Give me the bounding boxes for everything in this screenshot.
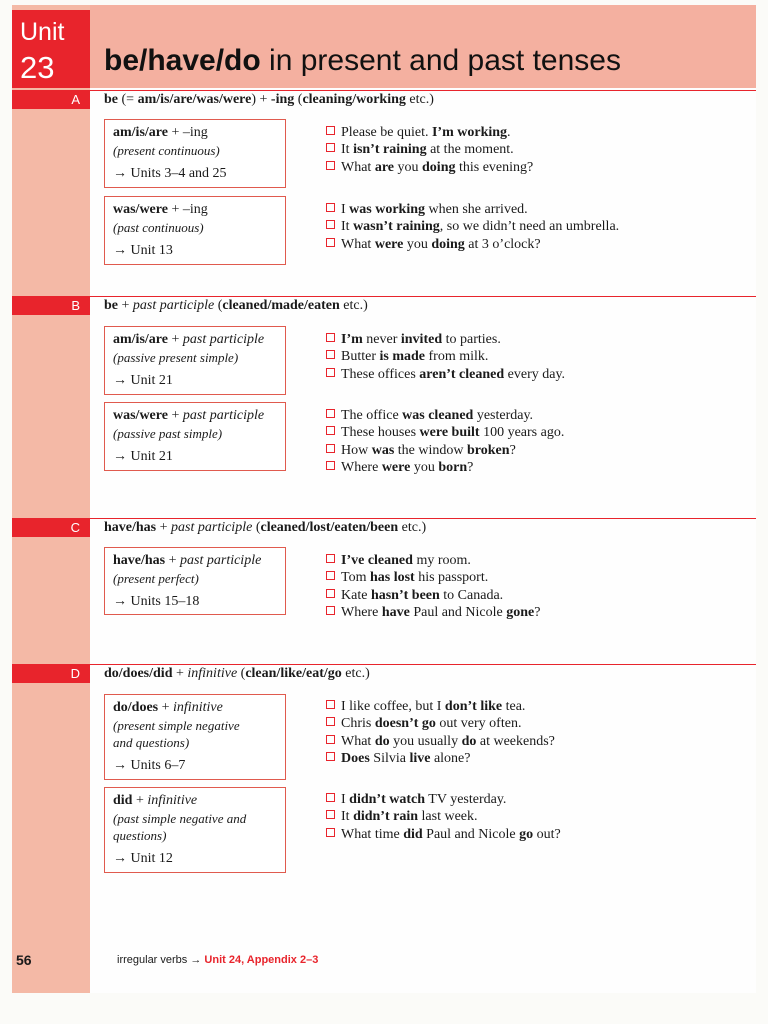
example-line xyxy=(326,698,555,715)
checkbox-icon xyxy=(326,606,335,615)
ex-bold: is made xyxy=(379,349,425,365)
box-subtitle: (present simple negative xyxy=(113,718,240,733)
checkbox-icon xyxy=(326,717,335,726)
box-title xyxy=(113,124,285,142)
box-term: am/is/are xyxy=(113,125,168,140)
ex-bold: has lost xyxy=(369,570,415,586)
side-margin xyxy=(12,5,90,993)
checkbox-icon xyxy=(326,203,335,212)
example-line xyxy=(326,826,561,843)
title-rest: in present and past tenses xyxy=(260,44,621,77)
example-line xyxy=(326,552,540,569)
box-title xyxy=(113,552,285,570)
ex-text: when she arrived. xyxy=(425,202,528,217)
ex-bold: live xyxy=(409,750,431,766)
unit-reference: → Unit 21 xyxy=(113,449,173,464)
ex-text: The office xyxy=(341,408,403,423)
checkbox-icon xyxy=(326,810,335,819)
ex-text: Paul and Nicole xyxy=(409,604,507,620)
ex-text: to parties. xyxy=(442,332,501,347)
unit-reference: → Unit 21 xyxy=(113,373,173,388)
ex-bold: didn’t watch xyxy=(349,792,426,807)
checkbox-icon xyxy=(326,409,335,418)
ex-text: the window xyxy=(394,442,468,458)
box-plus: + –ing xyxy=(167,202,208,217)
ex-text: What time xyxy=(341,826,404,842)
checkbox-icon xyxy=(326,350,335,359)
ex-bold: don’t like xyxy=(444,699,503,714)
ex-bold: were xyxy=(374,236,404,252)
checkbox-icon xyxy=(326,461,335,470)
example-line xyxy=(326,604,540,621)
section-rule-b xyxy=(90,296,756,297)
ex-bold: doesn’t go xyxy=(374,716,436,732)
head-part: ( xyxy=(237,666,246,681)
ex-bold: were xyxy=(381,459,411,475)
box-plus: + –ing xyxy=(167,125,208,140)
ex-text: you xyxy=(403,236,432,252)
box-term: am/is/are xyxy=(113,332,168,347)
grammar-box xyxy=(104,326,286,395)
checkbox-icon xyxy=(326,238,335,247)
example-line xyxy=(326,733,555,750)
example-line xyxy=(326,587,540,604)
example-line xyxy=(326,424,564,441)
ex-text: yesterday. xyxy=(473,408,534,423)
ex-text: It xyxy=(341,142,354,158)
example-line xyxy=(326,791,561,808)
head-part: ( xyxy=(294,92,303,107)
ex-text: Where xyxy=(341,459,382,475)
ex-bold: was working xyxy=(349,202,426,217)
example-line xyxy=(326,366,565,383)
checkbox-icon xyxy=(326,700,335,709)
head-part: cleaned/made/eaten xyxy=(222,298,340,313)
ex-bold: invited xyxy=(400,332,443,347)
ex-text: never xyxy=(362,332,401,347)
ex-text: alone? xyxy=(430,750,471,766)
section-tab-b: B xyxy=(12,296,90,315)
example-list xyxy=(326,407,564,476)
grammar-box xyxy=(104,547,286,615)
ex-text: at weekends? xyxy=(476,733,555,749)
checkbox-icon xyxy=(326,220,335,229)
box-subtitle: (past simple negative and xyxy=(113,811,247,826)
ex-text: Please be quiet. xyxy=(341,125,432,140)
example-list xyxy=(326,791,561,843)
checkbox-icon xyxy=(326,589,335,598)
box-plus-italic: infinitive xyxy=(147,793,198,808)
checkbox-icon xyxy=(326,735,335,744)
ex-bold: gone xyxy=(506,604,535,620)
ex-bold: did xyxy=(403,826,423,842)
grammar-box xyxy=(104,694,286,780)
box-subtitle-2: questions) xyxy=(113,828,167,843)
example-line xyxy=(326,201,619,218)
ex-bold: go xyxy=(519,826,534,842)
head-part: have/has xyxy=(104,520,157,535)
ex-text: Paul and Nicole xyxy=(422,826,520,842)
ex-bold: doing xyxy=(431,236,465,252)
box-plus-italic: past participle xyxy=(182,332,265,347)
ex-bold: have xyxy=(381,604,410,620)
box-plus: + xyxy=(132,793,148,808)
ex-text: at the moment. xyxy=(426,142,514,158)
ex-text: from milk. xyxy=(425,349,489,365)
section-heading-b xyxy=(104,298,368,314)
head-part: etc.) xyxy=(341,666,370,681)
unit-label: Unit xyxy=(20,18,65,46)
box-title xyxy=(113,407,285,425)
example-list xyxy=(326,552,540,621)
example-line xyxy=(326,808,561,825)
ex-text: 100 years ago. xyxy=(479,425,565,441)
ex-bold: Does xyxy=(341,750,370,766)
box-plus-italic: past participle xyxy=(182,408,265,423)
example-line xyxy=(326,569,540,586)
checkbox-icon xyxy=(326,554,335,563)
head-part: do/does/did xyxy=(104,666,173,681)
example-line xyxy=(326,715,555,732)
example-line xyxy=(326,218,619,235)
ex-bold: was cleaned xyxy=(402,408,474,423)
footer-reference xyxy=(117,954,318,966)
ex-text: It xyxy=(341,809,354,825)
head-part: ( xyxy=(252,520,261,535)
box-title xyxy=(113,331,285,349)
ex-text: out? xyxy=(533,826,561,842)
box-term: have/has xyxy=(113,553,166,568)
ex-text: These houses xyxy=(341,425,420,441)
ex-text: , so we didn’t need an umbrella. xyxy=(439,219,620,235)
footer-text: irregular verbs → xyxy=(117,954,205,966)
unit-number: 23 xyxy=(20,50,55,85)
ex-bold: I’m working xyxy=(431,125,508,140)
example-line xyxy=(326,124,533,141)
ex-text: ? xyxy=(509,442,516,458)
ex-bold: doing xyxy=(422,159,456,175)
box-subtitle: (passive present simple) xyxy=(113,350,239,365)
ex-text: last week. xyxy=(418,809,478,825)
example-line xyxy=(326,141,533,158)
unit-reference: → Units 6–7 xyxy=(113,758,186,773)
head-part: etc.) xyxy=(339,298,368,313)
ex-text: I xyxy=(341,792,350,807)
example-line xyxy=(326,348,565,365)
head-part: be xyxy=(104,92,118,107)
box-subtitle: (present continuous) xyxy=(113,143,220,158)
example-line xyxy=(326,331,565,348)
ex-text: I xyxy=(341,202,350,217)
ex-text: Butter xyxy=(341,349,380,365)
ex-text: ? xyxy=(534,604,541,620)
ex-text: at 3 o’clock? xyxy=(464,236,541,252)
head-part: past participle xyxy=(132,298,215,313)
example-list xyxy=(326,698,555,767)
grammar-box xyxy=(104,196,286,265)
ex-bold: hasn’t been xyxy=(370,587,440,603)
ex-text: It xyxy=(341,219,354,235)
box-term: do/does xyxy=(113,700,159,715)
ex-text: Silvia xyxy=(369,750,410,766)
ex-text: my room. xyxy=(412,553,471,568)
checkbox-icon xyxy=(326,571,335,580)
ex-bold: do xyxy=(374,733,390,749)
ex-text: every day. xyxy=(504,366,566,382)
section-rule-a xyxy=(90,90,756,91)
section-tab-c: C xyxy=(12,518,90,537)
ex-text: Kate xyxy=(341,587,371,603)
example-line xyxy=(326,459,564,476)
example-line xyxy=(326,407,564,424)
box-plus-italic: past participle xyxy=(180,553,262,568)
example-line xyxy=(326,159,533,176)
section-heading-c xyxy=(104,520,426,536)
section-tab-d: D xyxy=(12,664,90,683)
ex-text: you usually xyxy=(389,733,462,749)
ex-text: Where xyxy=(341,604,382,620)
checkbox-icon xyxy=(326,828,335,837)
unit-badge xyxy=(12,10,90,88)
ex-text: this evening? xyxy=(455,159,534,175)
ex-text: Tom xyxy=(341,570,370,586)
head-part: + xyxy=(118,298,133,313)
section-rule-d xyxy=(90,664,756,665)
ex-text: I like coffee, but I xyxy=(341,699,445,714)
ex-bold: I’ve cleaned xyxy=(341,553,413,568)
example-list xyxy=(326,331,565,383)
head-part: cleaning/working xyxy=(302,92,406,107)
unit-reference: → Unit 13 xyxy=(113,243,173,258)
section-tab-a: A xyxy=(12,90,90,109)
box-plus: + xyxy=(167,408,183,423)
box-term: was/were xyxy=(113,202,168,217)
ex-bold: wasn’t raining xyxy=(353,219,440,235)
box-term: did xyxy=(113,793,133,808)
checkbox-icon xyxy=(326,143,335,152)
box-title xyxy=(113,699,285,717)
box-subtitle: (past continuous) xyxy=(113,220,204,235)
head-part: be xyxy=(104,298,118,313)
head-part: ) + xyxy=(251,92,271,107)
box-term: was/were xyxy=(113,408,168,423)
head-part: clean/like/eat/go xyxy=(245,666,342,681)
box-title xyxy=(113,792,285,810)
example-line xyxy=(326,750,555,767)
checkbox-icon xyxy=(326,444,335,453)
ex-text: What xyxy=(341,733,375,749)
ex-text: What xyxy=(341,159,375,175)
section-heading-d xyxy=(104,666,370,682)
head-part: -ing xyxy=(270,92,295,107)
checkbox-icon xyxy=(326,161,335,170)
example-list xyxy=(326,201,619,253)
ex-bold: born xyxy=(438,459,468,475)
head-part: + xyxy=(172,666,188,681)
box-plus: + xyxy=(167,332,183,347)
example-list xyxy=(326,124,533,176)
section-rule-c xyxy=(90,518,756,519)
grammar-box xyxy=(104,402,286,471)
ex-text: you xyxy=(394,159,423,175)
box-plus: + xyxy=(165,553,181,568)
checkbox-icon xyxy=(326,793,335,802)
ex-text: . xyxy=(507,125,511,140)
grammar-box xyxy=(104,119,286,188)
ex-bold: do xyxy=(461,733,477,749)
box-title xyxy=(113,201,285,219)
head-part: + xyxy=(156,520,172,535)
ex-text: you xyxy=(410,459,439,475)
checkbox-icon xyxy=(326,752,335,761)
ex-text: TV yesterday. xyxy=(425,792,507,807)
box-subtitle: (present perfect) xyxy=(113,571,199,586)
ex-text: ? xyxy=(467,459,474,475)
ex-text: Chris xyxy=(341,716,375,732)
ex-text: These offices xyxy=(341,366,420,382)
section-heading-a xyxy=(104,92,434,108)
head-part: ( xyxy=(214,298,223,313)
ex-bold: didn’t rain xyxy=(353,809,419,825)
example-line xyxy=(326,442,564,459)
unit-reference: → Unit 12 xyxy=(113,851,173,866)
checkbox-icon xyxy=(326,333,335,342)
ex-bold: were built xyxy=(419,425,480,441)
box-subtitle: (passive past simple) xyxy=(113,426,223,441)
checkbox-icon xyxy=(326,126,335,135)
ex-bold: broken xyxy=(467,442,510,458)
page-title xyxy=(104,44,621,78)
ex-bold: are xyxy=(374,159,395,175)
ex-text: What xyxy=(341,236,375,252)
head-part: (= xyxy=(118,92,138,107)
box-subtitle-2: and questions) xyxy=(113,735,190,750)
head-part: infinitive xyxy=(187,666,238,681)
ex-text: to Canada. xyxy=(439,587,504,603)
page-number: 56 xyxy=(16,952,32,968)
checkbox-icon xyxy=(326,368,335,377)
ex-text: out very often. xyxy=(435,716,522,732)
head-part: etc.) xyxy=(405,92,434,107)
ex-bold: I’m xyxy=(341,332,363,347)
head-part: cleaned/lost/eaten/been xyxy=(260,520,399,535)
checkbox-icon xyxy=(326,426,335,435)
head-part: am/is/are/was/were xyxy=(137,92,252,107)
example-line xyxy=(326,236,619,253)
ex-text: his passport. xyxy=(414,570,489,586)
ex-bold: was xyxy=(371,442,395,458)
ex-bold: aren’t cleaned xyxy=(419,366,505,382)
unit-reference: → Units 3–4 and 25 xyxy=(113,166,227,181)
box-plus: + xyxy=(158,700,174,715)
ex-text: How xyxy=(341,442,372,458)
ex-bold: isn’t raining xyxy=(353,142,427,158)
unit-reference: → Units 15–18 xyxy=(113,594,200,609)
footer-link[interactable]: Unit 24, Appendix 2–3 xyxy=(204,954,319,966)
head-part: past participle xyxy=(171,520,253,535)
box-plus-italic: infinitive xyxy=(173,700,223,715)
ex-text: tea. xyxy=(502,699,526,714)
title-bold: be/have/do xyxy=(104,44,261,77)
grammar-box xyxy=(104,787,286,873)
head-part: etc.) xyxy=(398,520,427,535)
